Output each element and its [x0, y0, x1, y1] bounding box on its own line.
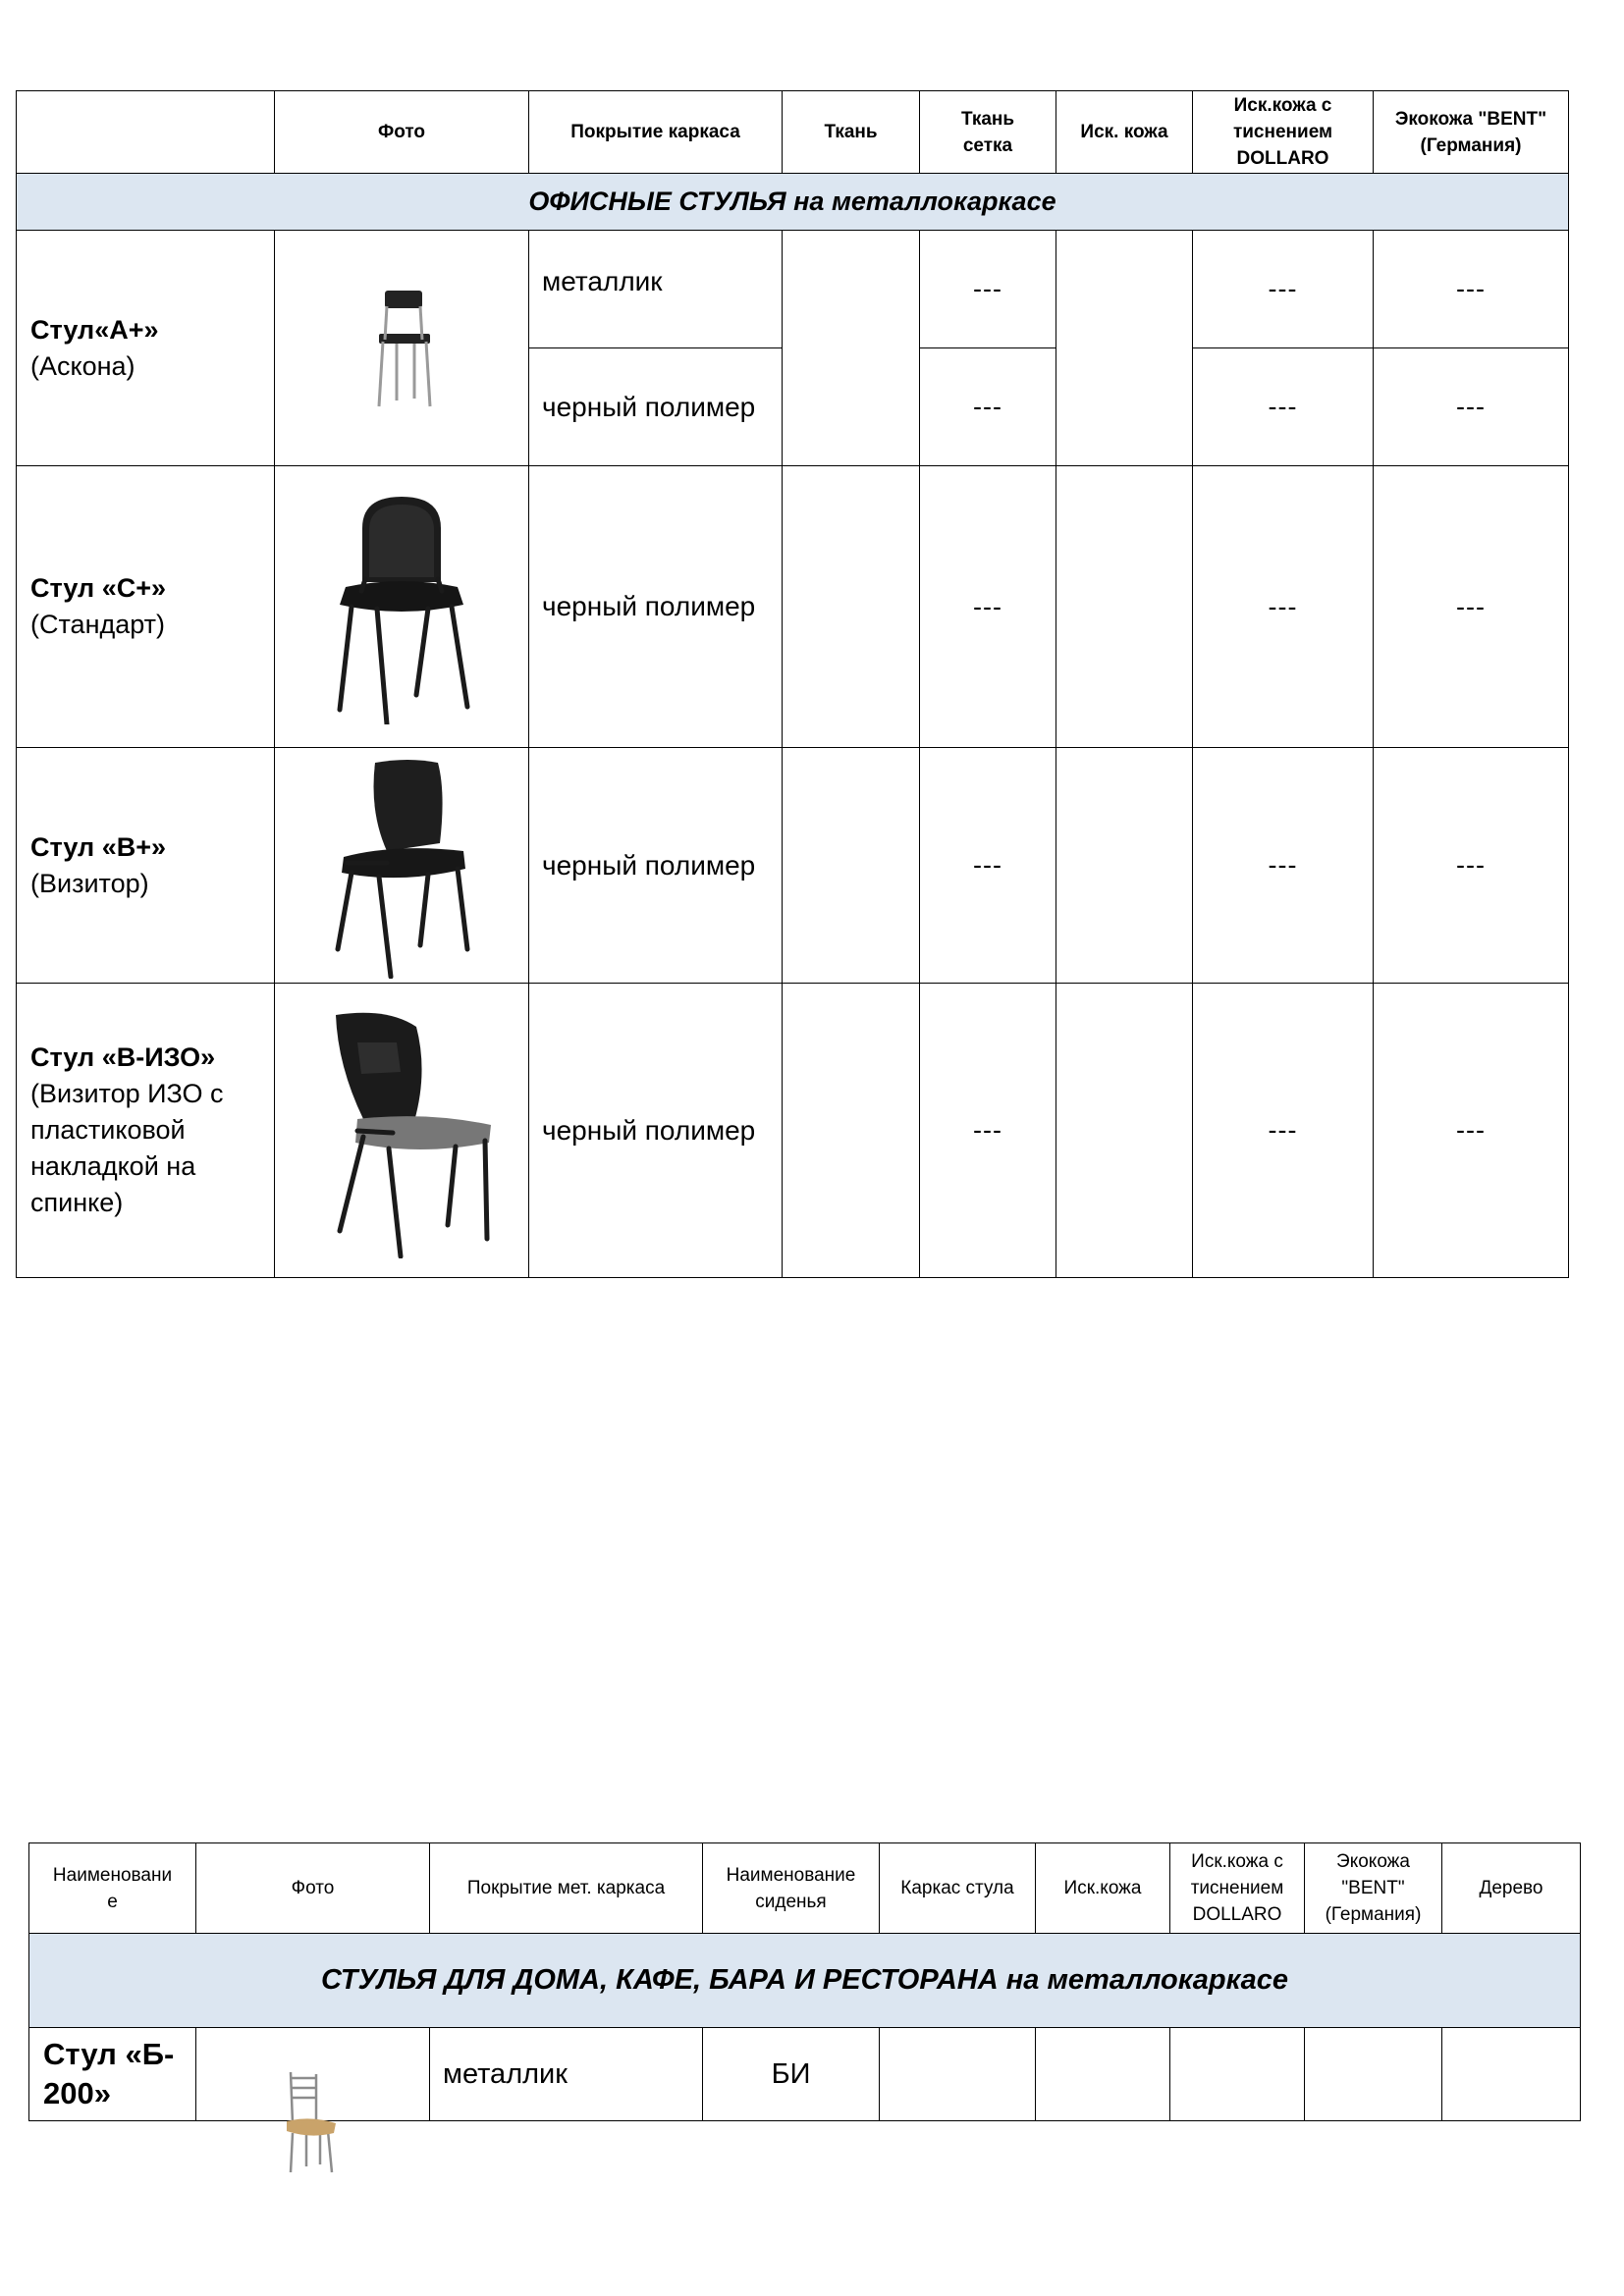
fabric-cell	[783, 984, 920, 1278]
frame-cover: черный полимер	[529, 466, 783, 748]
frame-cover: черный полимер	[529, 348, 783, 466]
chair-subtitle: (Аскона)	[30, 350, 135, 381]
header-name: Наименовани е	[29, 1843, 196, 1934]
table-row	[17, 231, 1569, 348]
fabric-cell	[783, 466, 920, 748]
table-row	[29, 2028, 1581, 2121]
bent-cell: ---	[1374, 231, 1569, 348]
section-title: ОФИСНЫЕ СТУЛЬЯ на металлокаркасе	[17, 174, 1569, 231]
iso-chair-icon	[298, 1003, 505, 1258]
wood-cell	[1442, 2028, 1581, 2121]
mesh-cell: ---	[920, 984, 1056, 1278]
table-row	[17, 466, 1569, 748]
leatherette-cell	[1056, 231, 1193, 466]
chair-subtitle: (Визитор)	[30, 868, 149, 898]
chair-name	[17, 748, 275, 984]
section-title: СТУЛЬЯ ДЛЯ ДОМА, КАФЕ, БАРА И РЕСТОРАНА на металлокаркасе	[29, 1934, 1581, 2028]
header-frame: Каркас стула	[880, 1843, 1036, 1934]
leatherette-cell	[1056, 466, 1193, 748]
header-frame-cover: Покрытие мет. каркаса	[430, 1843, 703, 1934]
chair-photo	[275, 748, 529, 984]
bent-cell	[1305, 2028, 1442, 2121]
mesh-cell: ---	[920, 348, 1056, 466]
bent-cell: ---	[1374, 984, 1569, 1278]
header-row	[17, 91, 1569, 174]
fabric-cell	[783, 231, 920, 466]
dollaro-cell	[1170, 2028, 1305, 2121]
bent-cell: ---	[1374, 748, 1569, 984]
frame-cover: черный полимер	[529, 984, 783, 1278]
frame-cover: металлик	[529, 231, 783, 348]
table-row	[17, 984, 1569, 1278]
header-cell	[17, 91, 275, 174]
chair-model: Стул «В-ИЗО»	[30, 1042, 216, 1072]
chair-photo	[275, 984, 529, 1278]
mesh-cell: ---	[920, 466, 1056, 748]
header-dollaro: Иск.кожа с тиснением DOLLARO	[1193, 91, 1374, 174]
home-chairs-table	[28, 1842, 1581, 2121]
frame-cover: черный полимер	[529, 748, 783, 984]
header-fabric: Ткань	[783, 91, 920, 174]
header-photo: Фото	[275, 91, 529, 174]
dollaro-cell: ---	[1193, 231, 1374, 348]
chrome-chair-icon	[357, 285, 446, 412]
chair-model: Стул «В+»	[30, 831, 167, 862]
chair-name: Стул «Б- 200»	[29, 2028, 196, 2121]
header-seat-name: Наименование сиденья	[703, 1843, 880, 1934]
header-leatherette: Иск. кожа	[1056, 91, 1193, 174]
section-row	[29, 1934, 1581, 2028]
table-row	[17, 748, 1569, 984]
leatherette-cell	[1056, 748, 1193, 984]
fabric-cell	[783, 748, 920, 984]
mesh-cell: ---	[920, 748, 1056, 984]
header-photo: Фото	[196, 1843, 430, 1934]
header-row	[29, 1843, 1581, 1934]
b200-chair-icon	[277, 2068, 346, 2176]
header-bent: Экокожа "BENT" (Германия)	[1305, 1843, 1442, 1934]
header-bent: Экокожа "BENT" (Германия)	[1374, 91, 1569, 174]
bent-cell: ---	[1374, 466, 1569, 748]
office-chairs-table	[16, 90, 1569, 1278]
dollaro-cell: ---	[1193, 748, 1374, 984]
chair-photo	[275, 466, 529, 748]
header-wood: Дерево	[1442, 1843, 1581, 1934]
leatherette-cell	[1036, 2028, 1170, 2121]
frame-cover: металлик	[430, 2028, 703, 2121]
header-dollaro: Иск.кожа с тиснением DOLLARO	[1170, 1843, 1305, 1934]
chair-model: Стул«А+»	[30, 314, 159, 345]
chair-subtitle: (Визитор ИЗО с пластиковой накладкой на спинке)	[30, 1079, 224, 1217]
chair-name	[17, 984, 275, 1278]
seat-name: БИ	[703, 2028, 880, 2121]
chair-subtitle: (Стандарт)	[30, 610, 166, 639]
mesh-cell: ---	[920, 231, 1056, 348]
chair-model: Стул «С+»	[30, 573, 167, 603]
standard-chair-icon	[318, 489, 485, 724]
bent-cell: ---	[1374, 348, 1569, 466]
dollaro-cell: ---	[1193, 984, 1374, 1278]
header-leatherette: Иск.кожа	[1036, 1843, 1170, 1934]
chair-name	[17, 231, 275, 466]
section-row	[17, 174, 1569, 231]
visitor-chair-icon	[318, 753, 485, 979]
chair-photo	[275, 231, 529, 466]
dollaro-cell: ---	[1193, 348, 1374, 466]
frame-cell	[880, 2028, 1036, 2121]
dollaro-cell: ---	[1193, 466, 1374, 748]
header-mesh: Ткань сетка	[920, 91, 1056, 174]
leatherette-cell	[1056, 984, 1193, 1278]
chair-name	[17, 466, 275, 748]
header-frame-cover: Покрытие каркаса	[529, 91, 783, 174]
